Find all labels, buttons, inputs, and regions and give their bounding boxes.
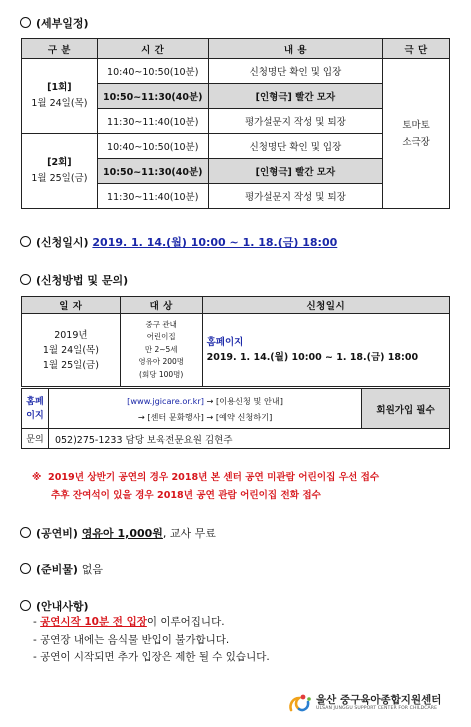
inquiry-label: 문의	[22, 429, 49, 449]
table-row	[22, 429, 450, 449]
date-cell	[22, 314, 121, 387]
apply-date-cell	[202, 314, 449, 387]
content-cell: 신청명단 확인 및 입장	[208, 134, 382, 159]
circle-bullet-icon	[20, 563, 31, 574]
fee-rest: , 교사 무료	[162, 527, 216, 540]
target-line: 어린이집	[146, 332, 176, 342]
session-label: [2회]	[47, 157, 72, 168]
fee-line: (공연비) 영유아 1,000원, 교사 무료	[20, 525, 216, 541]
homepage-label: 홈페이지	[206, 337, 244, 348]
troupe-name-line1: 토마토	[402, 119, 430, 131]
target-line: 영유아 200명	[138, 357, 185, 367]
target-line: 만 2~5세	[144, 344, 178, 354]
arrow-right-icon: →	[206, 395, 214, 406]
inquiry-value: 052)275-1233 담당 보육전문요원 김현주	[48, 429, 449, 449]
session-1-cell	[22, 59, 98, 134]
list-item: - 공연장 내에는 음식물 반입이 불가합니다.	[33, 633, 230, 646]
site-url-link[interactable]: [www.jgicare.or.kr]	[127, 395, 204, 406]
target-cell	[120, 314, 202, 387]
date-day1: 1월 24일(목)	[42, 344, 99, 356]
method-heading: (신청방법 및 문의)	[20, 272, 128, 288]
fee-value: 영유아 1,000원	[81, 527, 163, 540]
list-item: - 공연이 시작되면 추가 입장은 제한 될 수 있습니다.	[33, 651, 270, 663]
web-steps-cell	[48, 389, 361, 429]
signup-required-cell: 회원가입 필수	[362, 389, 450, 429]
list-item: - 공연시작 10분 전 입장이 이루어집니다.	[33, 616, 225, 628]
time-cell: 10:50~11:30(40분)	[97, 84, 208, 109]
time-cell: 11:30~11:40(10분)	[97, 184, 208, 209]
time-cell: 11:30~11:40(10분)	[97, 109, 208, 134]
time-cell: 10:50~11:30(40분)	[97, 159, 208, 184]
time-cell: 10:40~10:50(10분)	[97, 59, 208, 84]
step-reserve: [예약 신청하기]	[215, 411, 273, 422]
content-cell: 평가설문지 작성 및 퇴장	[208, 109, 382, 134]
session-date: 1월 24일(목)	[31, 98, 88, 109]
circle-bullet-icon	[20, 236, 31, 247]
date-day2: 1월 25일(금)	[42, 359, 99, 371]
troupe-name-line2: 소극장	[402, 136, 430, 148]
circle-bullet-icon	[20, 527, 31, 538]
session-label: [1회]	[47, 82, 72, 93]
date-year: 2019년	[54, 329, 88, 341]
header-apply-date: 신청일시	[202, 297, 449, 314]
center-logo	[287, 692, 457, 714]
header-content: 내 용	[208, 39, 382, 59]
step-culture-event: [센터 문화행사]	[147, 411, 204, 422]
header-target: 대 상	[120, 297, 202, 314]
target-line: (회당 100명)	[139, 369, 184, 379]
table-row	[22, 59, 450, 84]
arrow-right-icon: →	[206, 411, 214, 422]
reference-mark-icon: ※	[32, 472, 42, 483]
content-cell: 신청명단 확인 및 입장	[208, 59, 382, 84]
apply-period-line: (신청일시) 2019. 1. 14.(월) 10:00 ~ 1. 18.(금) 18:00	[20, 234, 337, 250]
target-line: 중구 관내	[145, 319, 177, 329]
apply-period-value: 2019. 1. 14.(월) 10:00 ~ 1. 18.(금) 18:00	[92, 236, 338, 249]
step-apply-info: [이용신청 및 안내]	[216, 395, 283, 406]
schedule-table	[21, 38, 450, 209]
schedule-header-row	[22, 39, 450, 59]
circle-bullet-icon	[20, 600, 31, 611]
header-date: 일 자	[22, 297, 121, 314]
content-cell: [인형극] 빨간 모자	[208, 159, 382, 184]
priority-notice: ※ 2019년 상반기 공연의 경우 2018년 본 센터 공연 미관람 어린이집 우선 접수 추후 잔여석이 있을 경우 2018년 공연 관람 어린이집 전화 접수	[32, 472, 380, 501]
schedule-heading: (세부일정)	[20, 15, 89, 31]
supplies-line: (준비물) 없음	[20, 561, 103, 577]
session-2-cell	[22, 134, 98, 209]
supplies-value: 없음	[81, 563, 104, 576]
content-cell: [인형극] 빨간 모자	[208, 84, 382, 109]
circle-bullet-icon	[20, 17, 31, 28]
homepage-period: 2019. 1. 14.(월) 10:00 ~ 1. 18.(금) 18:00	[206, 352, 419, 363]
guide-list	[33, 614, 270, 667]
org-name-en: ULSAN JUNGGU SUPPORT CENTER FOR CHILDCARE	[316, 706, 438, 711]
troupe-cell	[383, 59, 450, 209]
table-row	[22, 389, 450, 429]
center-emblem-icon	[287, 692, 313, 714]
header-category: 구 분	[22, 39, 98, 59]
table-row	[22, 314, 450, 387]
method-header-row	[22, 297, 450, 314]
header-troupe: 극 단	[383, 39, 450, 59]
session-date: 1월 25일(금)	[31, 173, 88, 184]
arrow-right-icon: →	[137, 411, 145, 422]
time-cell: 10:40~10:50(10분)	[97, 134, 208, 159]
guide-heading: (안내사항)	[20, 598, 89, 614]
web-row-label: 홈페 이지	[22, 389, 49, 429]
method-table	[21, 296, 450, 387]
org-name: 울산 중구육아종합지원센터	[316, 694, 442, 706]
circle-bullet-icon	[20, 274, 31, 285]
content-cell: 평가설문지 작성 및 퇴장	[208, 184, 382, 209]
web-apply-table	[21, 388, 450, 449]
header-time: 시 간	[97, 39, 208, 59]
